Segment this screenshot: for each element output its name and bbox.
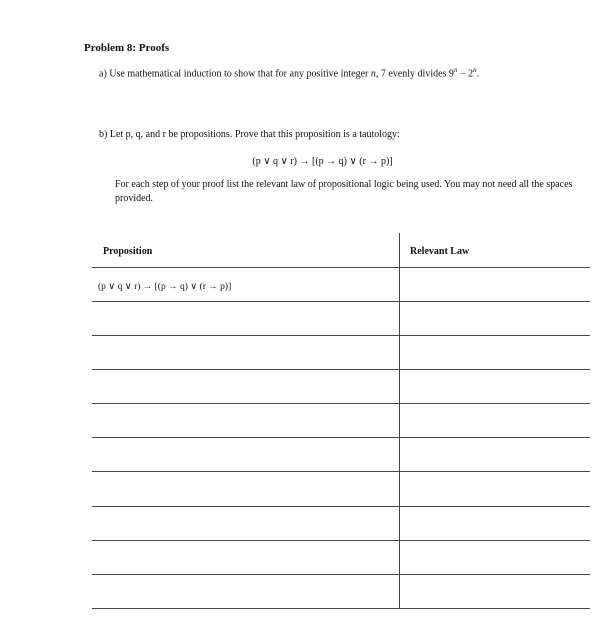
- problem-title: Problem 8: Proofs: [84, 42, 170, 54]
- part-a-text: [99, 66, 479, 79]
- table-row-divider: [92, 437, 590, 438]
- table-row-divider: [92, 540, 590, 541]
- var-n: n: [370, 68, 376, 80]
- exp-1: n: [453, 66, 458, 74]
- header-proposition: Proposition: [103, 246, 153, 257]
- part-a-label: a): [99, 68, 107, 80]
- table-row-divider: [92, 301, 590, 302]
- part-b-label: b): [99, 129, 108, 140]
- part-a-text-after: , 7 evenly divides 9: [375, 68, 454, 80]
- table-row-divider: [92, 506, 590, 507]
- table-row-divider: [92, 403, 590, 404]
- exp-2: n: [473, 66, 477, 74]
- tautology-formula: (p ∨ q ∨ r) → [(p → q) ∨ (r → p)]: [252, 156, 393, 167]
- part-b-body: Let p, q, and r be propositions. Prove that this proposition is a tautology:: [109, 129, 400, 140]
- minus-2: − 2: [457, 68, 474, 80]
- table-row-divider: [92, 369, 590, 370]
- proof-instructions: For each step of your proof list the relevant law of propositional logic being used. You may not need all the spaces provided.: [115, 179, 573, 204]
- table-row-divider: [92, 471, 590, 472]
- table-row-divider: [92, 335, 590, 336]
- table-row-divider: [92, 267, 590, 268]
- table-bottom-border: [92, 608, 590, 609]
- table-row-divider: [92, 574, 590, 575]
- row-1-proposition: (p ∨ q ∨ r) → [(p → q) ∨ (r → p)]: [98, 282, 232, 292]
- part-a-text-before: Use mathematical induction to show that for any positive integer: [109, 68, 371, 80]
- period: .: [476, 68, 480, 80]
- part-b-text: [99, 129, 400, 140]
- table-column-divider: [399, 233, 400, 609]
- header-relevant-law: Relevant Law: [410, 246, 470, 257]
